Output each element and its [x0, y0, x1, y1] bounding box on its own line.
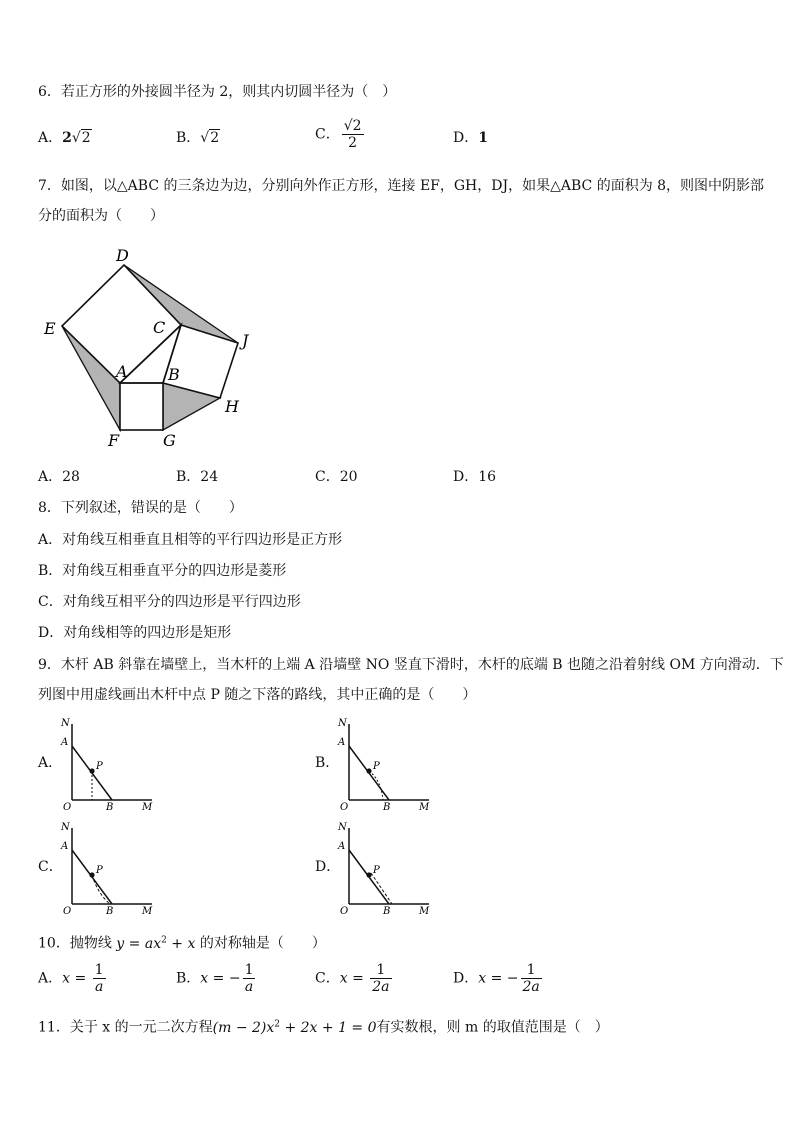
q9-option-a[interactable]: A．: [38, 755, 63, 771]
svg-text:M: M: [419, 802, 430, 811]
svg-text:P: P: [96, 761, 103, 772]
q7-label-a: A: [116, 362, 128, 381]
svg-text:P: P: [373, 865, 380, 876]
q6-option-c[interactable]: C． $\frac{√2}{2}$: [315, 118, 362, 151]
q8-option-d[interactable]: D．对角线相等的四边形是矩形: [38, 625, 232, 641]
svg-text:B: B: [106, 906, 114, 915]
q10-option-b[interactable]: B．x = − $\frac{1}{a}$: [176, 962, 254, 995]
q10-option-c[interactable]: C．x = $\frac{1}{2a}$: [315, 962, 390, 995]
q7-label-e: E: [44, 319, 56, 338]
q10-equation: $y = ax^2 + x$: [116, 935, 196, 952]
q7-option-c[interactable]: C．20: [315, 469, 358, 485]
q7-label-b: B: [168, 365, 180, 384]
svg-text:A: A: [338, 737, 346, 748]
svg-text:N: N: [61, 718, 70, 729]
q11-stem: 11．关于 x 的一元二次方程$(m - 2)x^2 + 2x + 1 = 0$有实数根，则 m 的取值范围是（ ）: [38, 1019, 609, 1036]
q7-option-b[interactable]: B．24: [176, 469, 219, 485]
q11-equation: $(m - 2)x^2 + 2x + 1 = 0$: [212, 1019, 377, 1036]
svg-text:A: A: [61, 737, 69, 748]
q7-label-j: J: [242, 331, 249, 350]
q8-option-b[interactable]: B．对角线互相垂直平分的四边形是菱形: [38, 563, 287, 579]
svg-text:N: N: [338, 822, 347, 833]
svg-text:O: O: [63, 802, 72, 811]
q7-figure: [38, 240, 268, 452]
svg-text:N: N: [61, 822, 70, 833]
q9-option-c[interactable]: C．: [38, 859, 63, 875]
q7-stem-line1: 7．如图，以△ABC 的三条边为边，分别向外作正方形，连接 EF，GH，DJ，如果△ABC 的面积为 8，则图中阴影部: [38, 178, 765, 194]
svg-text:A: A: [338, 841, 346, 852]
q9-figure-b: [337, 716, 437, 811]
q7-option-d[interactable]: D．16: [453, 469, 497, 485]
q8-option-a[interactable]: A．对角线互相垂直且相等的平行四边形是正方形: [38, 532, 343, 548]
q6-option-b[interactable]: B．√2: [176, 130, 220, 146]
q6-option-d[interactable]: D．1: [453, 130, 488, 146]
q10-option-d[interactable]: D．x = − $\frac{1}{2a}$: [453, 962, 540, 995]
svg-text:O: O: [340, 906, 349, 915]
q9-option-d[interactable]: D．: [315, 859, 341, 875]
q8-option-c[interactable]: C．对角线互相平分的四边形是平行四边形: [38, 594, 301, 610]
q7-label-c: C: [153, 318, 166, 337]
svg-text:N: N: [338, 718, 347, 729]
q10-option-a[interactable]: A．x = $\frac{1}{a}$: [38, 962, 104, 995]
svg-text:B: B: [383, 802, 391, 811]
q10-stem: 10．抛物线 $y = ax^2 + x$ 的对称轴是（ ）: [38, 935, 326, 952]
svg-text:P: P: [96, 865, 103, 876]
q9-figure-a: [60, 716, 160, 811]
q7-label-g: G: [163, 431, 176, 450]
svg-text:M: M: [142, 906, 153, 915]
q9-figure-d: [337, 820, 437, 915]
svg-text:A: A: [61, 841, 69, 852]
q9-stem-line1: 9．木杆 AB 斜靠在墙壁上，当木杆的上端 A 沿墙壁 NO 竖直下滑时，木杆的底端 B 也随之沿着射线 OM 方向滑动．下: [38, 657, 784, 673]
svg-text:M: M: [142, 802, 153, 811]
q6-stem: 6．若正方形的外接圆半径为 2，则其内切圆半径为（ ）: [38, 84, 397, 100]
svg-text:B: B: [106, 802, 114, 811]
svg-text:P: P: [373, 761, 380, 772]
q8-stem: 8．下列叙述，错误的是（ ）: [38, 500, 243, 516]
q9-stem-line2: 列图中用虚线画出木杆中点 P 随之下落的路线，其中正确的是（ ）: [38, 687, 477, 703]
q7-option-a[interactable]: A．28: [38, 469, 80, 485]
svg-text:B: B: [383, 906, 391, 915]
svg-text:O: O: [63, 906, 72, 915]
q6-option-a[interactable]: A．2√2: [38, 130, 91, 146]
q7-stem-line2: 分的面积为（ ）: [38, 208, 164, 224]
q7-label-f: F: [108, 431, 120, 450]
q9-figure-c: [60, 820, 160, 915]
q7-label-h: H: [225, 397, 239, 416]
svg-text:M: M: [419, 906, 430, 915]
q7-label-d: D: [116, 246, 129, 265]
svg-text:O: O: [340, 802, 349, 811]
q9-option-b[interactable]: B．: [315, 755, 340, 771]
